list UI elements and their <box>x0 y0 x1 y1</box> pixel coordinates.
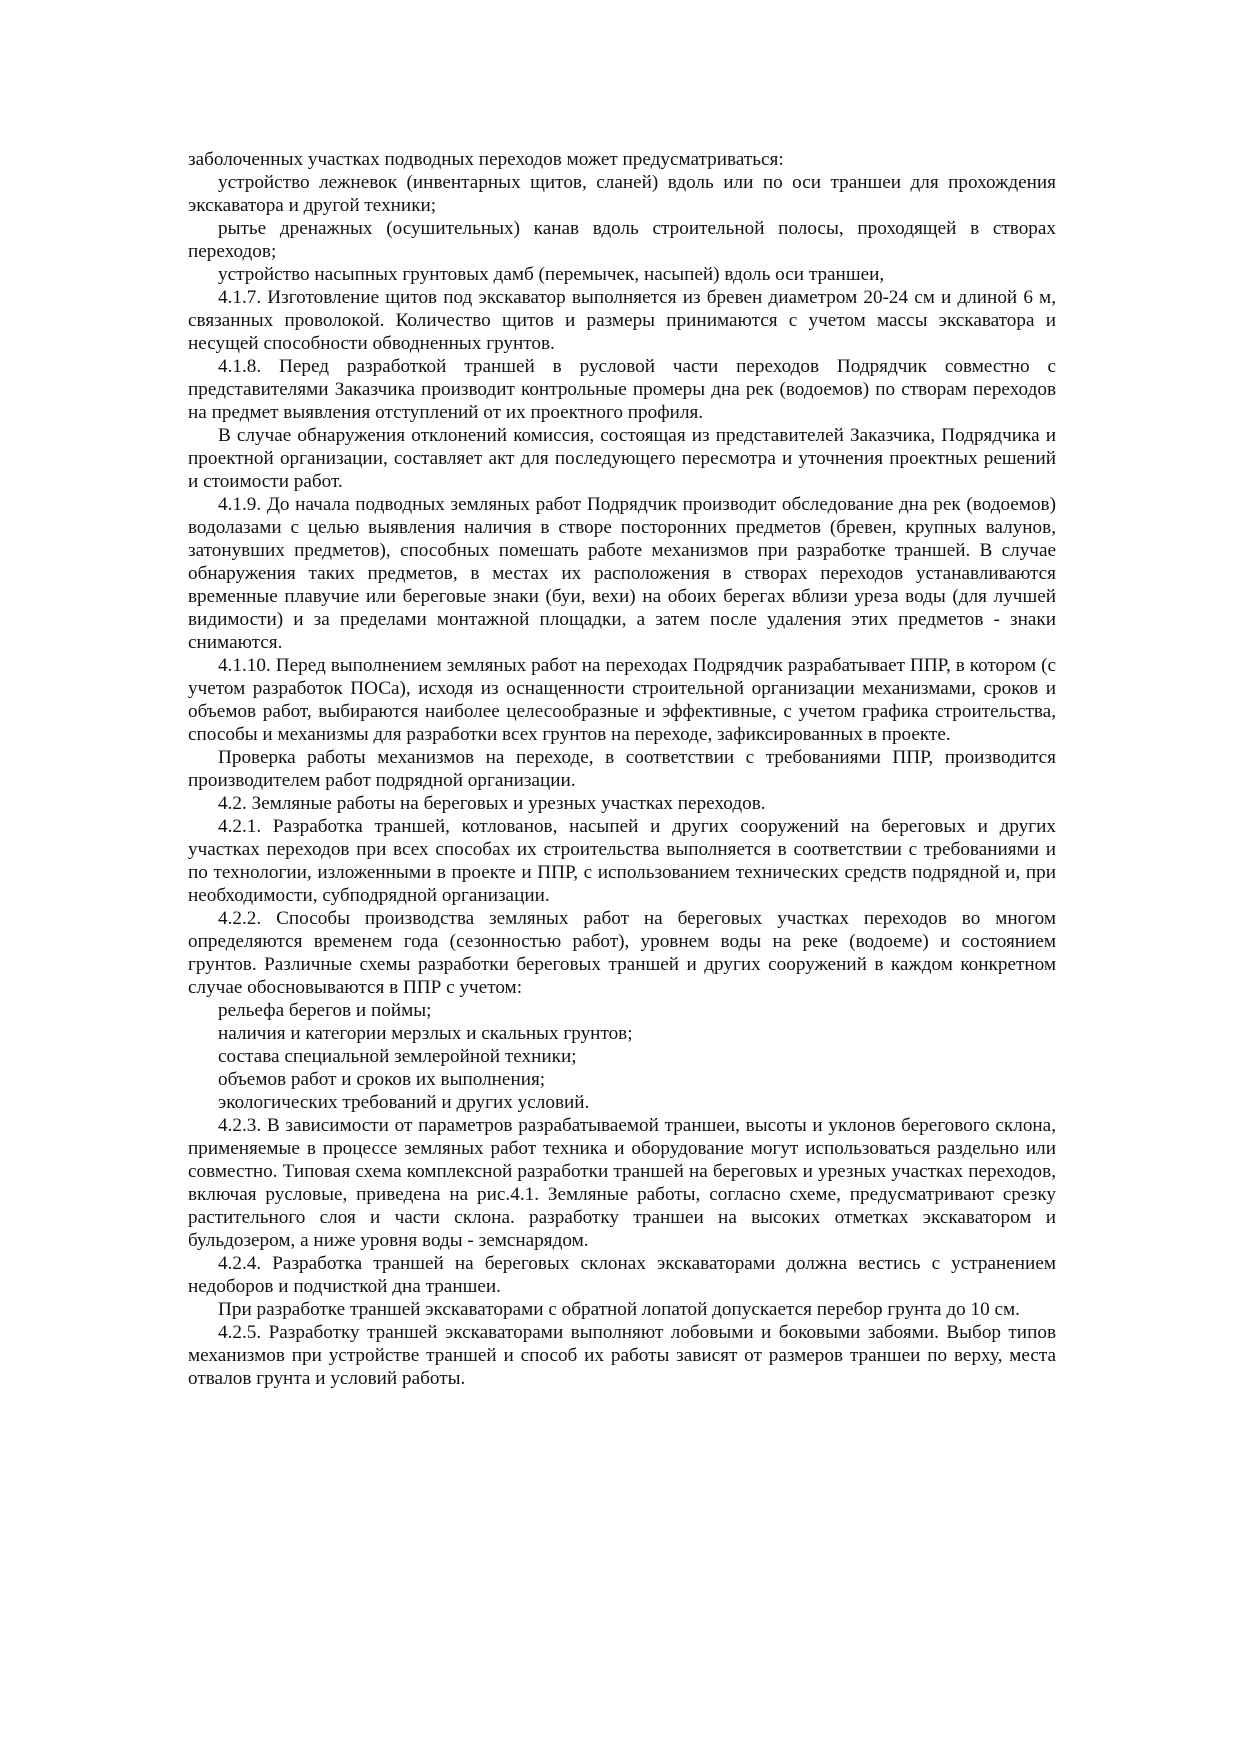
list-item: наличия и категории мерзлых и скальных грунтов; <box>218 1023 633 1044</box>
paragraph: 4.2.1. Разработка траншей, котлованов, насыпей и других сооружений на береговых и других участках переходов при всех способах их строительства выполняется в соответствии с требованиями и по технологии, изложенными в проекте и ППР, с использованием технических средств подрядной и, при необходимости, субподрядной организации. <box>188 816 1056 906</box>
paragraph: При разработке траншей экскаваторами с обратной лопатой допускается перебор грунта до 10 см. <box>218 1299 1020 1320</box>
paragraph: рытье дренажных (осушительных) канав вдоль строительной полосы, проходящей в створах переходов; <box>188 218 1056 262</box>
paragraph: 4.1.10. Перед выполнением земляных работ на переходах Подрядчик разрабатывает ППР, в котором (с учетом разработок ПОСа), исходя из оснащенности строительной организации механизмами, сроков и объемов работ, выбираются наиболее целесообразные и эффективные, с учетом графика строительства, способы и механизмы для разработки всех грунтов на переходе, зафиксированных в проекте. <box>188 655 1056 745</box>
paragraph: 4.2.5. Разработку траншей экскаваторами выполняют лобовыми и боковыми забоями. Выбор типов механизмов при устройстве траншей и способ их работы зависят от размеров траншеи по верху, места отвалов грунта и условий работы. <box>188 1322 1056 1389</box>
paragraph: 4.1.7. Изготовление щитов под экскаватор выполняется из бревен диаметром 20-24 см и длиной 6 м, связанных проволокой. Количество щитов и размеры принимаются с учетом массы экскаватора и несущей способности обводненных грунтов. <box>188 287 1056 354</box>
list-item: объемов работ и сроков их выполнения; <box>218 1069 546 1090</box>
list-item: экологических требований и других условий. <box>218 1092 590 1113</box>
paragraph: 4.2.2. Способы производства земляных работ на береговых участках переходов во многом определяются временем года (сезонностью работ), уровнем воды на реке (водоеме) и состоянием грунтов. Различные схемы разработки береговых траншей и других сооружений в каждом конкретном случае обосновываются в ППР с учетом: <box>188 908 1056 998</box>
list-item: состава специальной землеройной техники; <box>218 1046 577 1067</box>
paragraph: заболоченных участках подводных переходов может предусматриваться: <box>188 149 784 170</box>
paragraph: В случае обнаружения отклонений комиссия, состоящая из представителей Заказчика, Подрядчика и проектной организации, составляет акт для последующего пересмотра и уточнения проектных решений и стоимости работ. <box>188 425 1056 492</box>
paragraph: Проверка работы механизмов на переходе, в соответствии с требованиями ППР, производится производителем работ подрядной организации. <box>188 747 1056 791</box>
section-heading: 4.2. Земляные работы на береговых и урезных участках переходов. <box>218 793 766 814</box>
paragraph: 4.1.9. До начала подводных земляных работ Подрядчик производит обследование дна рек (водоемов) водолазами с целью выявления наличия в створе посторонних предметов (бревен, крупных валунов, затонувших предметов), способных помешать работе механизмов при разработке траншей. В случае обнаружения таких предметов, в местах их расположения в створах переходов устанавливаются временные плавучие или береговые знаки (буи, вехи) на обоих берегах вблизи уреза воды (для лучшей видимости) и за пределами монтажной площадки, а затем после удаления этих предметов - знаки снимаются. <box>188 494 1056 653</box>
document-body <box>188 148 1056 1390</box>
paragraph: устройство насыпных грунтовых дамб (перемычек, насыпей) вдоль оси траншеи, <box>218 264 885 285</box>
list-item: рельефа берегов и поймы; <box>218 1000 432 1021</box>
paragraph: 4.1.8. Перед разработкой траншей в русловой части переходов Подрядчик совместно с представителями Заказчика производит контрольные промеры дна рек (водоемов) по створам переходов на предмет выявления отступлений от их проектного профиля. <box>188 356 1056 423</box>
paragraph: 4.2.3. В зависимости от параметров разрабатываемой траншеи, высоты и уклонов берегового склона, применяемые в процессе земляных работ техника и оборудование могут использоваться раздельно или совместно. Типовая схема комплексной разработки траншей на береговых и урезных участках переходов, включая русловые, приведена на рис.4.1. Земляные работы, согласно схеме, предусматривают срезку растительного слоя и части склона. разработку траншеи на высоких отметках экскаватором и бульдозером, а ниже уровня воды - земснарядом. <box>188 1115 1056 1251</box>
paragraph: устройство лежневок (инвентарных щитов, сланей) вдоль или по оси траншеи для прохождения экскаватора и другой техники; <box>188 172 1056 216</box>
paragraph: 4.2.4. Разработка траншей на береговых склонах экскаваторами должна вестись с устранением недоборов и подчисткой дна траншеи. <box>188 1253 1056 1297</box>
